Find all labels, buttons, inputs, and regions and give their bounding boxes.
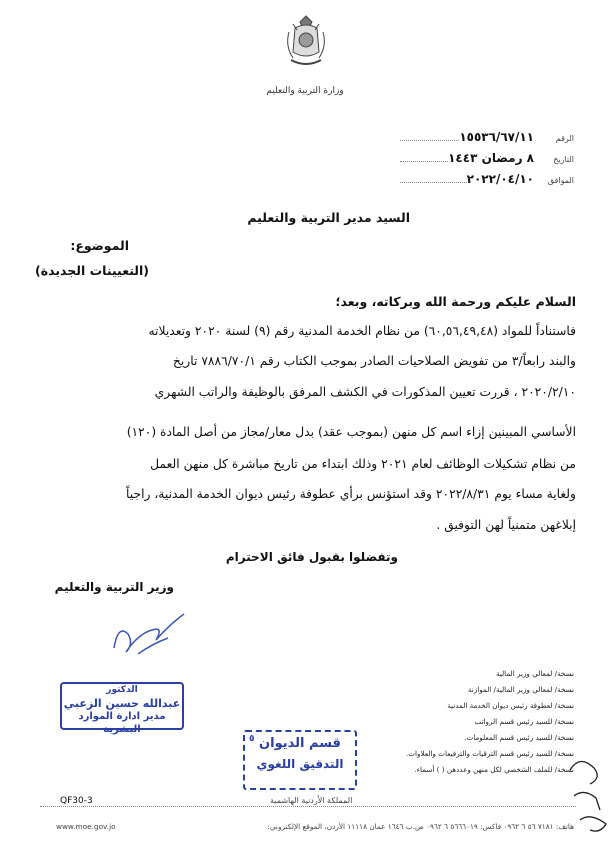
reference-date-label: التاريخ [553, 155, 574, 164]
cc-item: نسخة/ للملف الشخصي لكل منهن وعددهن ( ) أسماء. [414, 765, 574, 774]
cc-item: نسخة/ لعطوفة رئيس ديوان الخدمة المدنية [447, 701, 574, 710]
reference-number-value: ١٥٥٣٦/٦٧/١١ [459, 130, 534, 144]
stamp-line: قسم الديوان [259, 736, 341, 751]
cc-item: نسخة/ لمعالي وزير المالية [495, 669, 574, 678]
subject-title: (التعيينات الجديدة) [35, 263, 149, 278]
reference-gregorian-label: الموافق [547, 176, 574, 185]
reference-date-row [394, 151, 574, 169]
footer-website: www.moe.gov.jo [56, 822, 116, 831]
body-line: ٢٠٢٠/٢/١٠ ، قررت تعيين المذكورات في الكشف المرفق بالوظيفة والراتب الشهري [154, 385, 576, 399]
stamp-line: عبدالله حسين الزعبي [63, 697, 181, 710]
cc-item: نسخة/ لمعالي وزير المالية/ الموازنة [467, 685, 574, 694]
body-line: من نظام تشكيلات الوظائف لعام ٢٠٢١ وذلك ابتداء من تاريخ مباشرة كل منهن العمل [150, 457, 576, 471]
subject-label: الموضوع: [70, 238, 129, 253]
footer-contact: هاتف: ٧١٨١ ٥٦ ٦ ٠٩٦٢ فاكس: ٥٦٦٦٠١٩ ٦ ٠٩٦٢ ص.ب ١٦٤٦ عمان ١١١١٨ الأردن، الموقع الإلكتروني: [267, 822, 574, 831]
stamp-number: ٥ [249, 734, 255, 744]
diwan-section-stamp [243, 730, 357, 790]
dotted-leader [400, 172, 467, 183]
jordan-coat-of-arms-icon [283, 12, 329, 70]
body-line: الأساسي المبينين إزاء اسم كل منهن (بموجب عقد) بدل معار/مجاز من أصل المادة (١٢٠) [126, 425, 576, 439]
footer-kingdom: المملكة الأردنية الهاشمية [270, 796, 353, 805]
addressee: السيد مدير التربية والتعليم [247, 210, 410, 225]
reference-gregorian-row [394, 172, 574, 190]
stamp-line: مدير ادارة الموارد البشرية [78, 711, 166, 735]
body-line: والبند رابعاً/٣ من تفويض الصلاحيات الصادر بموجب الكتاب رقم ٧٨٨٦/٧٠/١ تاريخ [172, 354, 576, 368]
reference-number-row [394, 130, 574, 148]
closing-line: وتفضلوا بقبول فائق الاحترام [225, 550, 398, 564]
stamp-line: التدقيق اللغوي [256, 757, 344, 771]
body-line: ولغاية مساء يوم ٢٠٢٢/٨/٣١ وقد استؤنس برأي عطوفة رئيس ديوان الخدمة المدنية، راجياً [126, 487, 576, 501]
body-line: إبلاغهن متمنياً لهن التوفيق . [436, 518, 576, 532]
dotted-leader [400, 151, 448, 162]
gregorian-date: ٢٠٢٢/٠٤/١٠ [466, 172, 534, 186]
signatory-title: وزير التربية والتعليم [54, 580, 174, 594]
reference-number-label: الرقم [555, 134, 574, 143]
form-code: QF30-3 [60, 796, 93, 806]
hr-director-stamp [60, 682, 184, 735]
hijri-date: ٨ رمضان ١٤٤٣ [448, 151, 534, 165]
greeting: السلام عليكم ورحمة الله وبركاته، وبعد؛ [335, 294, 576, 309]
footer-divider [40, 806, 576, 807]
body-line: فاستناداً للمواد (٦٠,٥٦,٤٩,٤٨) من نظام الخدمة المدنية رقم (٩) لسنة ٢٠٢٠ وتعديلاته [148, 324, 576, 338]
dotted-leader [400, 130, 459, 141]
cc-item: نسخة/ للسيد رئيس قسم الرواتب [474, 717, 574, 726]
stamp-line: الدكتور [106, 685, 138, 695]
cc-item: نسخة/ للسيد رئيس قسم الترقيات والترفيعات والعلاوات. [405, 749, 574, 758]
handwritten-signature [108, 604, 190, 666]
cc-item: نسخة/ للسيد رئيس قسم المعلومات. [464, 733, 574, 742]
ministry-name: وزارة التربية والتعليم [266, 86, 344, 96]
